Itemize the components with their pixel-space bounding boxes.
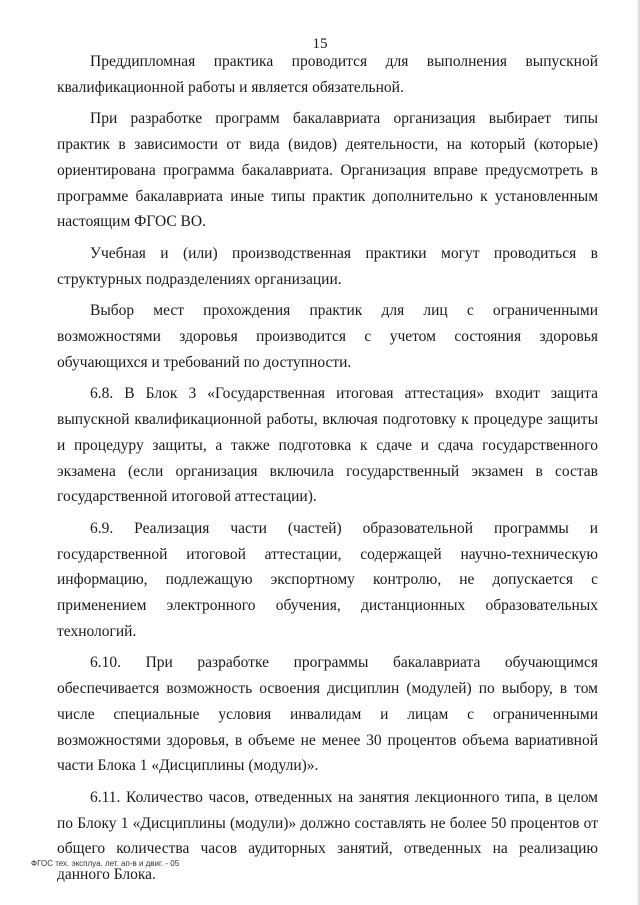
paragraph: Учебная и (или) производственная практики могут проводиться в структурных подразделениях организации. xyxy=(57,244,598,288)
page-number: 15 xyxy=(312,36,328,52)
paragraph: 6.10. При разработке программы бакалавриата обучающимся обеспечивается возможность освоения дисциплин (модулей) по выбору, в том числе специальные условия инвалидам и лицам с ограниченными возможностями здоровья, в объеме не менее 30 процентов объема вариативной части Блока 1 «Дисциплины (модули)». xyxy=(57,654,598,775)
paragraph: Преддипломная практика проводится для выполнения выпускной квалификационной работы и является обязательной. xyxy=(57,53,598,96)
paragraph: Выбор мест прохождения практик для лиц с ограниченными возможностями здоровья производится с учетом состояния здоровья обучающихся и требований по доступности. xyxy=(57,302,598,371)
paragraph: 6.11. Количество часов, отведенных на занятия лекционного типа, в целом по Блоку 1 «Дисциплины (модули)» должно составлять не более 50 процентов от общего количества часов аудиторных занятий, отведенных на реализацию данного Блока. xyxy=(57,788,598,884)
footer-note: ФГОС тех. эксплуа. лет. ап-в и двиг. - 05 xyxy=(31,859,180,868)
paragraph: При разработке программ бакалавриата организация выбирает типы практик в зависимости от вида (видов) деятельности, на который (которые) ориентирована программа бакалавриата. Организация вправе предусмотреть в программе бакалавриата иные типы практик дополнительно к установленным настоящим ФГОС ВО. xyxy=(57,110,598,231)
paragraph: 6.9. Реализация части (частей) образовательной программы и государственной итоговой аттестации, содержащей научно-техническую информацию, подлежащую экспортному контролю, не допускается с применением электронного обучения, дистанционных образовательных технологий. xyxy=(57,519,598,640)
document-body xyxy=(57,49,598,888)
paragraph: 6.8. В Блок 3 «Государственная итоговая аттестация» входит защита выпускной квалификационной работы, включая подготовку к процедуре защиты и процедуру защиты, а также подготовка к сдаче и сдача государственного экзамена (если организация включила государственный экзамен в состав государственной итоговой аттестации). xyxy=(57,385,598,506)
